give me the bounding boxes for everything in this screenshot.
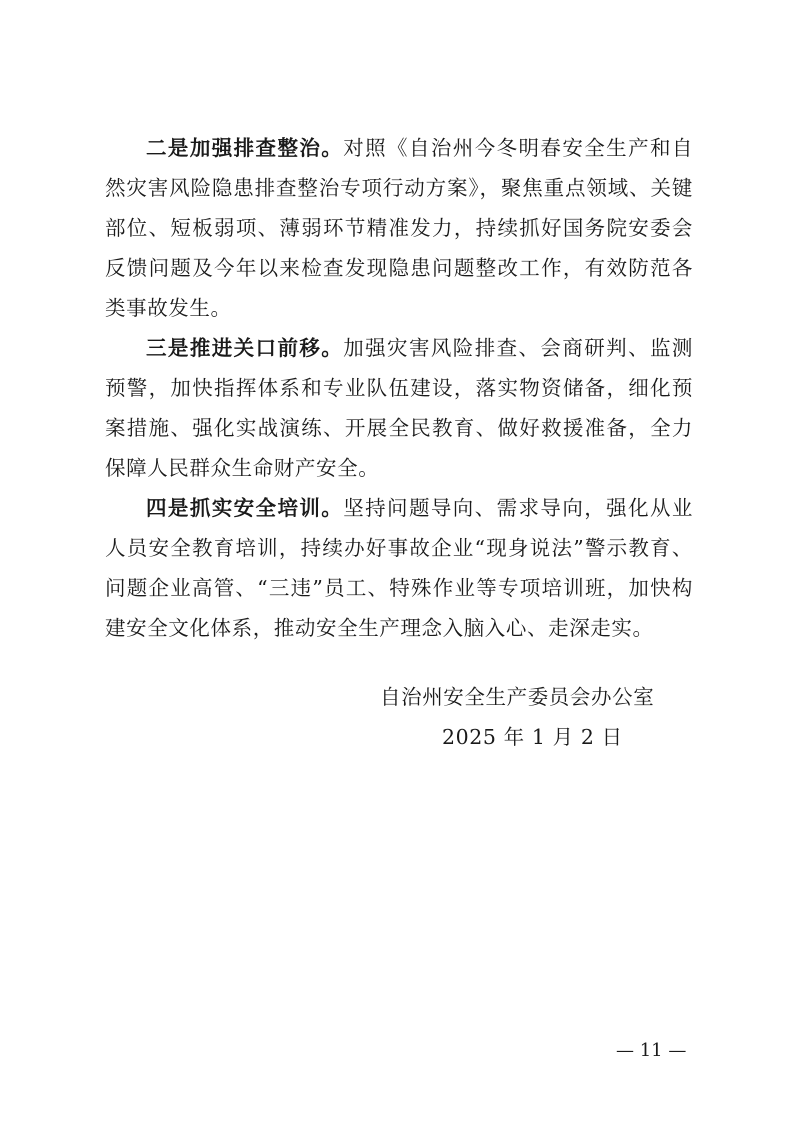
paragraph-inspection-rectification: [105, 128, 693, 328]
paragraph-lead: 二是加强排查整治。: [146, 136, 344, 160]
paragraph-forward-prevention: [105, 328, 693, 488]
paragraph-safety-training: [105, 488, 693, 648]
signature-date: 2025 年 1 月 2 日: [442, 725, 623, 749]
paragraph-lead: 三是推进关口前移。: [146, 336, 344, 360]
document-body: [105, 128, 693, 648]
signature-block: [380, 677, 680, 757]
signature-organization: 自治州安全生产委员会办公室: [380, 685, 655, 709]
paragraph-body: 坚持问题导向、需求导向，强化从业人员安全教育培训，持续办好事故企业“现身说法”警示教育、问题企业高管、“三违”员工、特殊作业等专项培训班，加快构建安全文化体系，推动安全生产理念入脑入心、走深走实。: [105, 496, 693, 640]
page-number: — 11 —: [616, 1040, 687, 1061]
paragraph-body: 对照《自治州今冬明春安全生产和自然灾害风险隐患排查整治专项行动方案》，聚焦重点领域、关键部位、短板弱项、薄弱环节精准发力，持续抓好国务院安委会反馈问题及今年以来检查发现隐患问题整改工作，有效防范各类事故发生。: [105, 136, 693, 320]
paragraph-lead: 四是抓实安全培训。: [146, 496, 344, 520]
paragraph-body: 加强灾害风险排查、会商研判、监测预警，加快指挥体系和专业队伍建设，落实物资储备，细化预案措施、强化实战演练、开展全民教育、做好救援准备，全力保障人民群众生命财产安全。: [105, 336, 693, 480]
